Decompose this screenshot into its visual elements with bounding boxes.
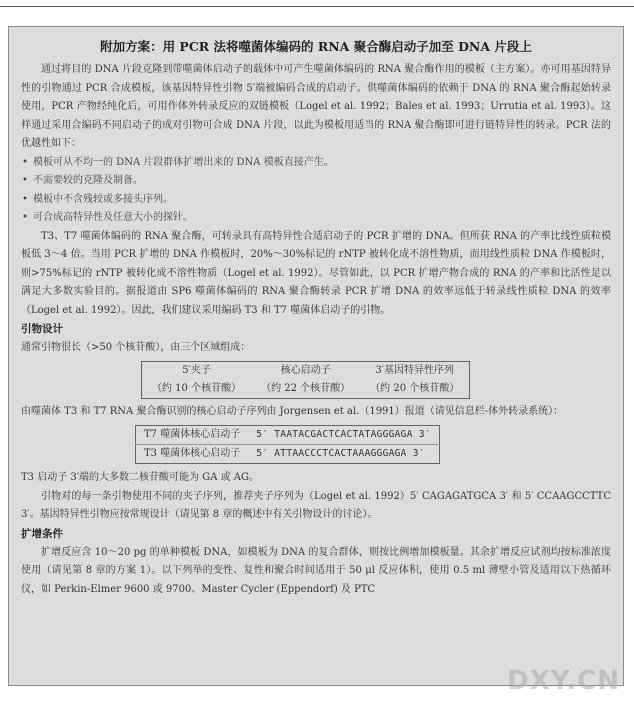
t3-t7-paragraph: T3、T7 噬菌体编码的 RNA 聚合酶，可转录具有高特异性合适启动子的 PCR 扩增的 DNA。但所获 RNA 的产率比线性质粒模板低 3～4 倍。当用 PCR 扩增的 DNA 作模板时，20%～30%标记的 rNTP 被转化成不溶性物质，而用线性质粒 DNA 作模板时，则>75%标记的 rNTP 被转化成不溶性物质（Logel et al. 1992）。尽管如此，以 PCR 扩增产物合成的 RNA 的产率和比活性足以满足大多数实验目的。据报道由 SP6 噬菌体编码的 RNA 聚合酶转录 PCR 扩增 DNA 的效率远低于转录线性质粒 DNA 的效率（Logel et al. 1992）。因此，我们建议采用编码 T3 和 T7 噬菌体启动子的引物。 <box>21 230 611 316</box>
core-promoter-table <box>135 425 440 464</box>
promoter-name: T3 噬菌体核心启动子 <box>144 448 241 459</box>
primer-intro: 通常引物很长（>50 个核苷酸），由三个区域组成： <box>21 342 251 353</box>
intro-paragraph: 通过将目的 DNA 片段克隆到带噬菌体启动子的载体中可产生噬菌体编码的 RNA 聚合酶作用的模板（主方案）。亦可用基因特异性的引物通过 PCR 合成模板，该基因特异性引物 5′端被编码合成的启动子。供噬菌体编码的依赖于 DNA 的 RNA 聚合酶起始转录使用，PCR 产物经纯化后，可用作体外转录反应的双链模板（Logel et al. 1992；Bales et al. 1993；Urrutia et al. 1993）。这样通过采用合编码不同启动子的成对引物可合成 DNA 片段，以此为模板用适当的 RNA 聚合酶即可进行链特异性的转录。PCR 法的优越性如下： <box>21 64 611 149</box>
advantage-item: • 模板可从不均一的 DNA 片段群体扩增出来的 DNA 模板直接产生。 <box>21 154 611 173</box>
table-row <box>136 445 440 464</box>
promoter-name: T7 噬菌体核心启动子 <box>136 426 249 445</box>
advantage-item: • 模板中不含残较或多接头序列。 <box>21 191 611 210</box>
region-name: 核心启动子 <box>280 364 331 376</box>
t3-note: T3 启动子 3′端的大多数二核苷酸可能为 GA 或 AG。 <box>21 472 259 483</box>
watermark-logo: DXY.CN <box>507 666 620 696</box>
promoter-sequence: 5′ ATTAACCCTCACTAAAGGGAGA 3′ <box>256 448 425 459</box>
primer-design-heading: 引物设计 <box>21 323 63 335</box>
region-name: 5′夹子 <box>182 364 211 376</box>
region-size: （约 10 个核苷酸） <box>152 382 242 394</box>
region-name: 3′基因特异性序列 <box>375 364 455 376</box>
region-size: （约 22 个核苷酸） <box>261 382 351 394</box>
core-promoter-intro: 由噬菌体 T3 和 T7 RNA 聚合酶识别的核心启动子序列由 Jorgensen et al.（1991）报道（请见信息栏-体外转录系统）： <box>21 405 564 417</box>
protocol-box <box>8 26 624 686</box>
amplification-paragraph: 扩增反应含 10～20 pg 的单种模板 DNA，如模板为 DNA 的复合群体，则按比例增加模板量。其余扩增反应试剂均按标准浓度使用（请见第 8 章的方案 1）。以下列举的变性、复性和聚合时间适用于 50 μl 反应体积，使用 0.5 ml 薄壁小管及适用以下热循环仪，如 Perkin-Elmer 9600 或 9700、Master Cycler (Eppendorf) 及 PTC <box>21 546 611 595</box>
advantage-item: • 不需要较的克隆及制备。 <box>21 172 611 191</box>
amplification-heading: 扩增条件 <box>21 527 63 540</box>
clamp-note: 引物对的每一条引物使用不同的夹子序列，推荐夹子序列为（Logel et al. 1992）5′ CAGAGATGCA 3′ 和 5′ CCAAGCCTTC 3′。基因特异性引物应按常规设计（请见第 8 章的概述中有关引物设计的讨论）。 <box>21 490 611 520</box>
box-title: 附加方案：用 PCR 法将噬菌体编码的 RNA 聚合酶启动子加至 DNA 片段上 <box>100 39 532 54</box>
promoter-sequence: 5′ TAATACGACTCACTATAGGGAGA 3′ <box>248 426 439 445</box>
top-border-line <box>0 0 634 7</box>
advantage-item: • 可合成高特异性及任意大小的探针。 <box>21 209 611 228</box>
table-row <box>136 426 440 445</box>
primer-regions-table <box>141 361 470 399</box>
advantages-list <box>21 154 611 228</box>
region-size: （约 20 个核苷酸） <box>370 382 460 394</box>
